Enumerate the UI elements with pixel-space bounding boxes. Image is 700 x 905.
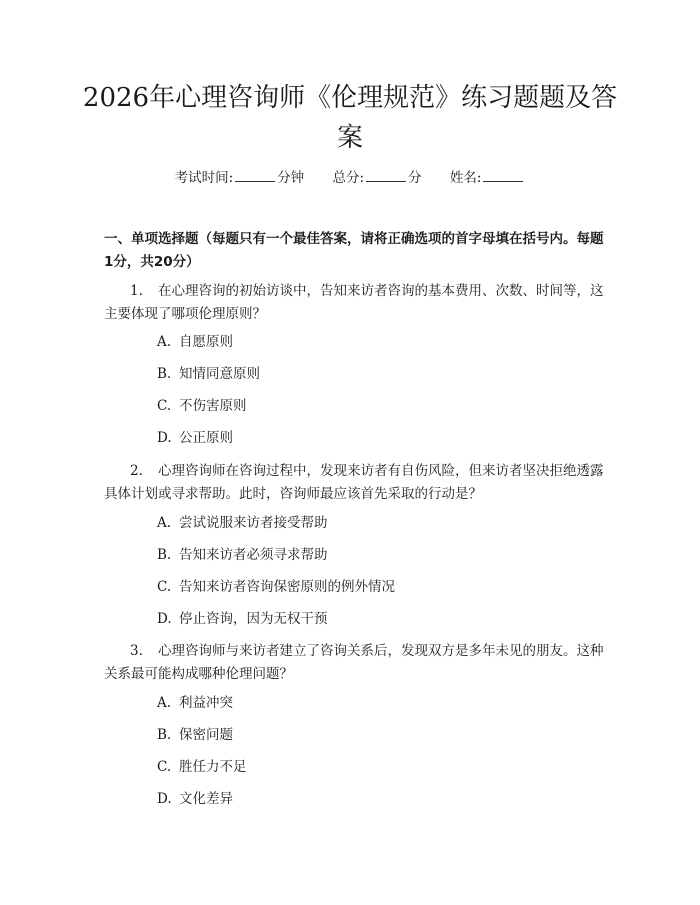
- option-1-b[interactable]: B. 知情同意原则: [157, 366, 260, 382]
- exam-time-field: [175, 167, 305, 188]
- option-1-c[interactable]: C. 不伤害原则: [157, 398, 247, 414]
- option-2-b[interactable]: B. 告知来访者必须寻求帮助: [157, 547, 328, 563]
- question-number: 3.: [130, 643, 143, 659]
- name-blank[interactable]: [483, 167, 523, 182]
- question-3: [104, 640, 604, 686]
- question-2: [104, 460, 604, 506]
- exam-time-label: 考试时间:: [174, 170, 234, 186]
- total-score-unit: 分: [408, 170, 422, 186]
- option-3-c[interactable]: C. 胜任力不足: [157, 759, 247, 775]
- option-3-a[interactable]: A. 利益冲突: [157, 695, 233, 711]
- total-score-label: 总分:: [332, 170, 365, 186]
- option-3-b[interactable]: B. 保密问题: [157, 727, 233, 743]
- option-1-a[interactable]: A. 自愿原则: [157, 334, 233, 350]
- option-2-a[interactable]: A. 尝试说服来访者接受帮助: [157, 515, 328, 531]
- name-label: 姓名:: [449, 170, 482, 186]
- exam-time-blank[interactable]: [235, 167, 275, 182]
- question-1: [104, 280, 604, 326]
- option-2-d[interactable]: D. 停止咨询，因为无权干预: [157, 611, 328, 627]
- question-text: 心理咨询师在咨询过程中，发现来访者有自伤风险，但来访者坚决拒绝透露具体计划或寻求帮助。此时，咨询师最应该首先采取的行动是？: [104, 463, 604, 502]
- question-number: 2.: [130, 463, 143, 479]
- section-heading: 一、单项选择题（每题只有一个最佳答案，请将正确选项的首字母填在括号内。每题1分，共20分）: [104, 231, 604, 270]
- document-title: 2026年心理咨询师《伦理规范》练习题题及答案: [82, 83, 618, 153]
- question-text: 在心理咨询的初始访谈中，告知来访者咨询的基本费用、次数、时间等，这主要体现了哪项伦理原则？: [104, 283, 604, 322]
- option-3-d[interactable]: D. 文化差异: [157, 791, 233, 807]
- option-1-d[interactable]: D. 公正原则: [157, 430, 233, 446]
- exam-time-unit: 分钟: [277, 170, 305, 186]
- name-field: [450, 167, 526, 188]
- total-score-blank[interactable]: [366, 167, 406, 182]
- total-score-field: [332, 167, 421, 188]
- exam-info-line: [0, 167, 700, 188]
- question-number: 1.: [130, 283, 143, 299]
- option-2-c[interactable]: C. 告知来访者咨询保密原则的例外情况: [157, 579, 395, 595]
- question-text: 心理咨询师与来访者建立了咨询关系后，发现双方是多年未见的朋友。这种关系最可能构成哪种伦理问题？: [104, 643, 604, 682]
